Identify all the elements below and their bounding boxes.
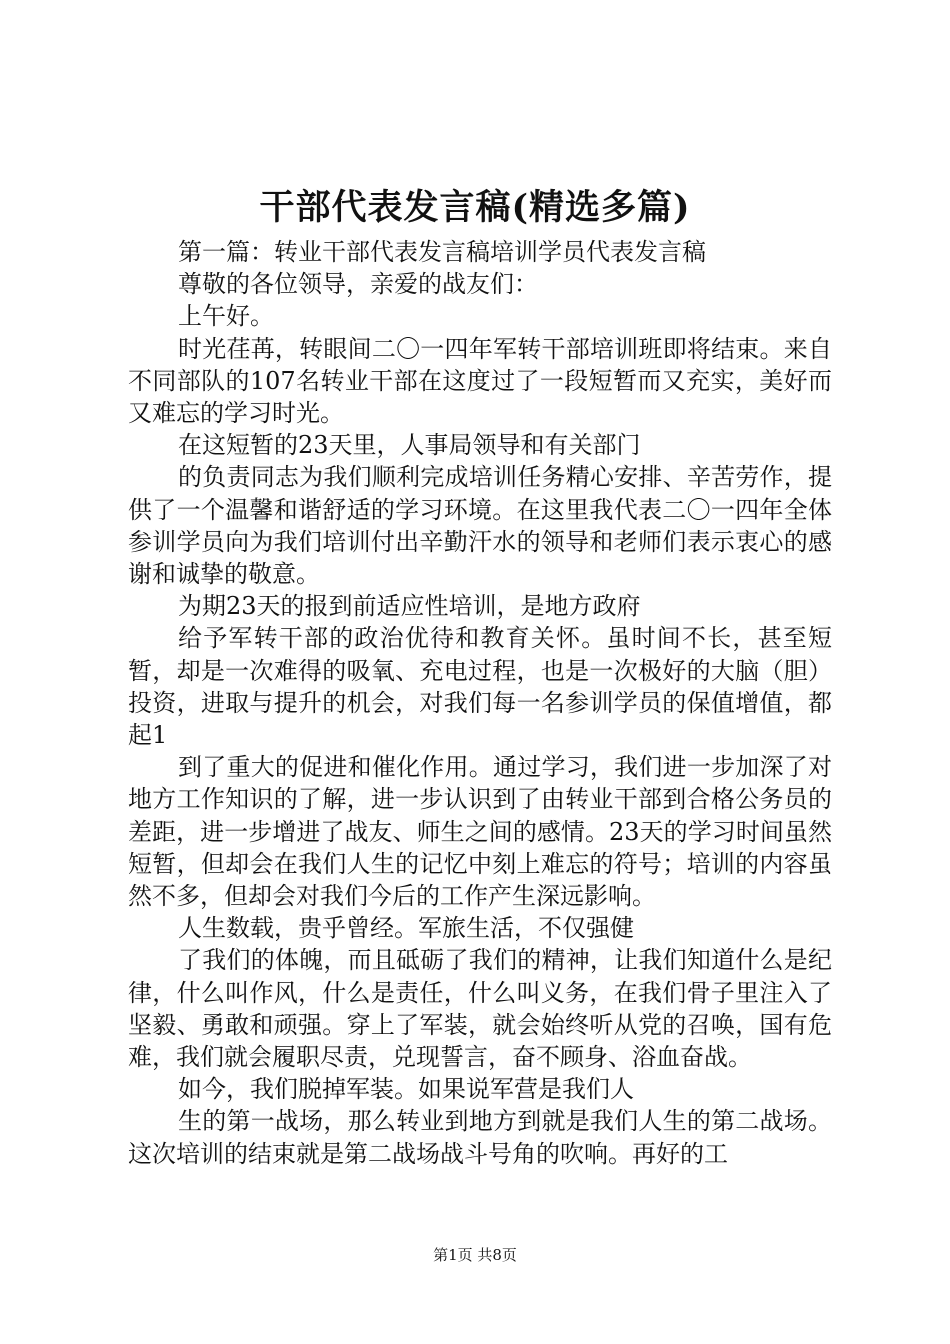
paragraph: 给予军转干部的政治优待和教育关怀。虽时间不长，甚至短暂，却是一次难得的吸氧、充电过程，也是一次极好的大脑（胆）投资，进取与提升的机会，对我们每一名参训学员的保值增值，都起1: [128, 624, 832, 750]
paragraph: 上午好。: [178, 302, 274, 331]
paragraph: 如今，我们脱掉军装。如果说军营是我们人: [178, 1075, 634, 1104]
paragraph: 生的第一战场，那么转业到地方到就是我们人生的第二战场。这次培训的结束就是第二战场战斗号角的吹响。再好的工: [128, 1107, 832, 1168]
paragraph: 在这短暂的23天里，人事局领导和有关部门: [178, 431, 641, 460]
paragraph: 了我们的体魄，而且砥砺了我们的精神，让我们知道什么是纪律，什么叫作风，什么是责任，什么叫义务，在我们骨子里注入了坚毅、勇敢和顽强。穿上了军装，就会始终听从党的召唤，国有危难，我们就会履职尽责，兑现誓言，奋不顾身、浴血奋战。: [128, 946, 832, 1072]
document-body: [128, 236, 832, 1170]
paragraph: 的负责同志为我们顺利完成培训任务精心安排、辛苦劳作，提供了一个温馨和谐舒适的学习环境。在这里我代表二〇一四年全体参训学员向为我们培训付出辛勤汗水的领导和老师们表示衷心的感谢和诚挚的敬意。: [128, 463, 832, 589]
paragraph: 到了重大的促进和催化作用。通过学习，我们进一步加深了对地方工作知识的了解，进一步认识到了由转业干部到合格公务员的差距，进一步增进了战友、师生之间的感情。23天的学习时间虽然短暂，但却会在我们人生的记忆中刻上难忘的符号；培训的内容虽然不多，但却会对我们今后的工作产生深远影响。: [128, 753, 832, 911]
document-title: 干部代表发言稿(精选多篇): [259, 187, 691, 228]
page-footer: 第1页 共8页: [433, 1246, 517, 1264]
paragraph: 第一篇：转业干部代表发言稿培训学员代表发言稿: [178, 238, 706, 266]
paragraph: 为期23天的报到前适应性培训，是地方政府: [178, 592, 641, 621]
paragraph: 尊敬的各位领导，亲爱的战友们：: [178, 270, 538, 299]
paragraph: 时光荏苒，转眼间二〇一四年军转干部培训班即将结束。来自不同部队的107名转业干部在这度过了一段短暂而又充实，美好而又难忘的学习时光。: [128, 334, 832, 428]
paragraph: 人生数载，贵乎曾经。军旅生活，不仅强健: [178, 914, 634, 943]
